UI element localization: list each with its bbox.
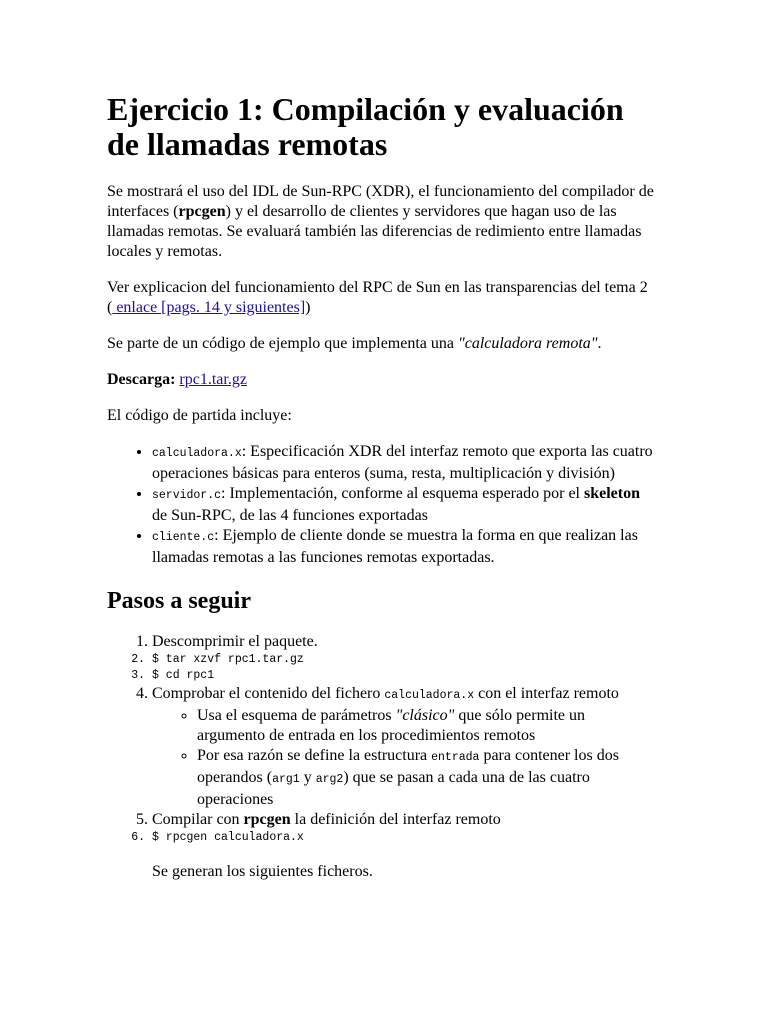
steps-list: [107, 632, 657, 846]
step-item: 1. Descomprimir el paquete.: [152, 632, 657, 652]
file-list: [107, 442, 657, 568]
file-name: servidor.c: [152, 489, 222, 502]
list-item: • cliente.c: Ejemplo de cliente donde se muestra la forma en que realizan las llamadas remotas a las funciones remotas exportadas.: [152, 526, 657, 568]
step-item: 5. Compilar con rpcgen la definición del interfaz remoto: [152, 810, 657, 830]
step-command: 6. $ rpcgen calculadora.x: [152, 830, 657, 846]
slides-link[interactable]: enlace [pags. 14 y siguientes]: [112, 299, 306, 316]
file-name: cliente.c: [152, 531, 215, 544]
step-command: 2. $ tar xzvf rpc1.tar.gz: [152, 652, 657, 668]
file-name: calculadora.x: [152, 447, 242, 460]
substep-item: ◦ Usa el esquema de parámetros "clásico" que sólo permite un argumento de entrada en los procedimientos remotos: [197, 706, 657, 746]
generated-files-text: Se generan los siguientes ficheros.: [152, 863, 373, 880]
page-title: Ejercicio 1: Compilación y evaluación de llamadas remotas: [107, 91, 624, 162]
substep-item: ◦ Por esa razón se define la estructura entrada para contener los dos operandos (arg1 y arg2) que se pasan a cada una de las cuatro operaciones: [197, 746, 657, 810]
intro-paragraph: Se mostrará el uso del IDL de Sun-RPC (XDR), el funcionamiento del compilador de interfaces (rpcgen) y el desarrollo de clientes y servidores que hagan uso de las llamadas remotas. Se evaluará también las diferencias de redimiento entre llamadas locales y remotas.: [107, 183, 654, 260]
list-item: • servidor.c: Implementación, conforme al esquema esperado por el skeleton de Sun-RPC, de las 4 funciones exportadas: [152, 484, 657, 526]
download-paragraph: [107, 370, 657, 390]
step-item: 4. Comprobar el contenido del fichero calculadora.x con el interfaz remoto ◦ Usa el esquema de parámetros "clásico" que sólo permite un argumento de entrada en los procedimientos remotos ◦ Por esa razón se define la estructura entrada para contener los dos operandos (arg1 y arg2) que se pasan a cada una de las cuatro operaciones: [152, 684, 657, 810]
example-paragraph: Se parte de un código de ejemplo que implementa una "calculadora remota".: [107, 335, 602, 352]
download-link[interactable]: rpc1.tar.gz: [179, 371, 247, 388]
step-command: 3. $ cd rpc1: [152, 668, 657, 684]
document-content: [107, 92, 657, 898]
substep-list: [152, 706, 657, 810]
list-item: • calculadora.x: Especificación XDR del interfaz remoto que exporta las cuatro operaciones básicas para enteros (suma, resta, multiplicación y división): [152, 442, 657, 484]
steps-heading: Pasos a seguir: [107, 588, 251, 614]
download-label: Descarga:: [107, 371, 176, 388]
code-intro: El código de partida incluye:: [107, 407, 292, 424]
reference-paragraph: Ver explicacion del funcionamiento del RPC de Sun en las transparencias del tema 2 ( enlace [pags. 14 y siguientes]): [107, 279, 648, 316]
